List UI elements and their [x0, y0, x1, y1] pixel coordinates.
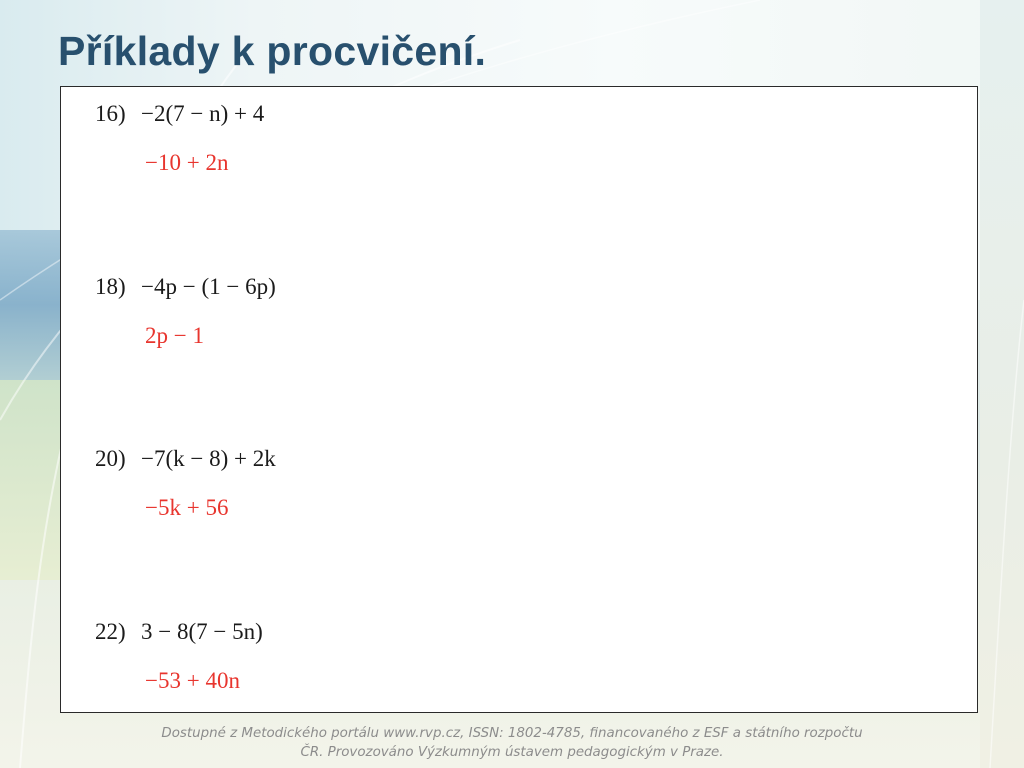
exercise-item — [95, 274, 276, 349]
exercise-expression: −7(k − 8) + 2k — [141, 446, 276, 471]
exercise-question — [95, 101, 264, 127]
exercise-number: 18) — [95, 274, 126, 299]
exercise-item — [95, 101, 264, 176]
exercise-panel — [60, 86, 978, 713]
exercise-answer: −10 + 2n — [145, 150, 229, 175]
exercise-number: 22) — [95, 619, 126, 644]
exercise-expression: 3 − 8(7 − 5n) — [141, 619, 263, 644]
exercise-answer: −53 + 40n — [145, 668, 240, 693]
exercise-answer: −5k + 56 — [145, 495, 229, 520]
exercise-item — [95, 446, 276, 521]
footer-credits — [0, 724, 1024, 762]
exercise-question — [95, 619, 263, 645]
exercise-item — [95, 619, 263, 694]
exercise-question — [95, 274, 276, 300]
footer-line-2: ČR. Provozováno Výzkumným ústavem pedagogickým v Praze. — [300, 745, 724, 760]
exercise-number: 16) — [95, 101, 126, 126]
exercise-number: 20) — [95, 446, 126, 471]
exercise-expression: −2(7 − n) + 4 — [141, 101, 265, 126]
exercise-answer: 2p − 1 — [145, 323, 204, 348]
exercise-question — [95, 446, 276, 472]
slide-title: Příklady k procvičení. — [58, 28, 487, 74]
exercise-expression: −4p − (1 − 6p) — [141, 274, 276, 299]
footer-line-1: Dostupné z Metodického portálu www.rvp.cz, ISSN: 1802-4785, financovaného z ESF a státního rozpočtu — [161, 726, 863, 741]
